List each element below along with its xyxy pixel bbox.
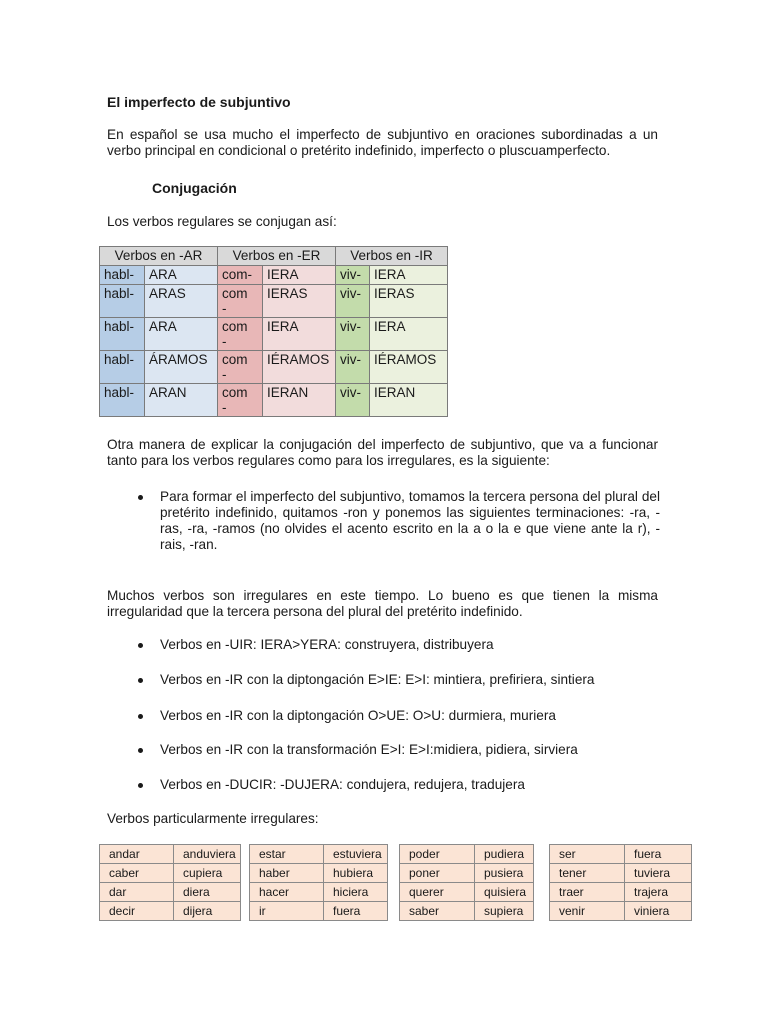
- ar-stem: habl-: [100, 384, 145, 417]
- table-row: [100, 318, 448, 351]
- ir-stem: viv-: [336, 266, 370, 285]
- irregular-table-3: [399, 844, 534, 921]
- infinitive-cell: poder: [400, 845, 475, 864]
- subjunctive-cell: estuviera: [324, 845, 388, 864]
- conjugation-table: [99, 246, 448, 417]
- infinitive-cell: traer: [550, 883, 625, 902]
- subjunctive-cell: supiera: [475, 902, 534, 921]
- subjunctive-cell: fuera: [625, 845, 692, 864]
- table-row: [400, 864, 534, 883]
- table-row: [100, 384, 448, 417]
- table-row: [400, 902, 534, 921]
- irregular-table-4: [549, 844, 692, 921]
- intro-paragraph: En español se usa mucho el imperfecto de subjuntivo en oraciones subordinadas a un verbo principal en condicional o pretérito indefinido, imperfecto o pluscuamperfecto.: [107, 127, 658, 158]
- table-row: [100, 266, 448, 285]
- formar-bullet-list: [160, 489, 660, 553]
- subjunctive-cell: anduviera: [174, 845, 241, 864]
- header-er: Verbos en -ER: [218, 247, 336, 266]
- table-row: [100, 351, 448, 384]
- page-title: El imperfecto de subjuntivo: [107, 94, 291, 110]
- infinitive-cell: venir: [550, 902, 625, 921]
- ir-ending: IERA: [370, 318, 448, 351]
- infinitive-cell: saber: [400, 902, 475, 921]
- subjunctive-cell: pudiera: [475, 845, 534, 864]
- ir-stem: viv-: [336, 285, 370, 318]
- ar-stem: habl-: [100, 285, 145, 318]
- subjunctive-cell: diera: [174, 883, 241, 902]
- table-row: [550, 845, 692, 864]
- subjunctive-cell: cupiera: [174, 864, 241, 883]
- infinitive-cell: haber: [250, 864, 324, 883]
- header-ar: Verbos en -AR: [100, 247, 218, 266]
- list-item: Verbos en -IR con la diptongación E>IE: E>I: mintiera, prefiriera, sintiera: [160, 672, 595, 687]
- table-row: [250, 902, 388, 921]
- ar-ending: ÁRAMOS: [145, 351, 218, 384]
- conjugation-header-row: [100, 247, 448, 266]
- er-ending: IERA: [263, 266, 336, 285]
- infinitive-cell: estar: [250, 845, 324, 864]
- er-stem: com -: [218, 351, 263, 384]
- infinitive-cell: decir: [100, 902, 174, 921]
- ir-ending: IÉRAMOS: [370, 351, 448, 384]
- list-item: Para formar el imperfecto del subjuntivo, tomamos la tercera persona del plural del pretérito indefinido, quitamos -ron y ponemos las siguientes terminaciones: -ra, -ras, -ra, -ramos (no olvides el acento escrito en la a o la e que viene ante la r), -rais, -ran.: [160, 489, 660, 552]
- er-stem: com -: [218, 318, 263, 351]
- infinitive-cell: hacer: [250, 883, 324, 902]
- table-row: [400, 883, 534, 902]
- ir-stem: viv-: [336, 318, 370, 351]
- header-ir: Verbos en -IR: [336, 247, 448, 266]
- list-item: Verbos en -DUCIR: -DUJERA: condujera, redujera, tradujera: [160, 777, 525, 792]
- conjugacion-heading: Conjugación: [152, 180, 237, 196]
- table-row: [550, 902, 692, 921]
- er-stem: com-: [218, 266, 263, 285]
- ar-ending: ARAS: [145, 285, 218, 318]
- subjunctive-cell: tuviera: [625, 864, 692, 883]
- subjunctive-cell: trajera: [625, 883, 692, 902]
- otra-manera-paragraph: Otra manera de explicar la conjugación del imperfecto de subjuntivo, que va a funcionar tanto para los verbos regulares como para los irregulares, es la siguiente:: [107, 437, 658, 468]
- subjunctive-cell: quisiera: [475, 883, 534, 902]
- list-item: Verbos en -IR con la transformación E>I: E>I:midiera, pidiera, sirviera: [160, 742, 578, 757]
- table-row: [100, 845, 241, 864]
- infinitive-cell: ser: [550, 845, 625, 864]
- infinitive-cell: caber: [100, 864, 174, 883]
- subjunctive-cell: dijera: [174, 902, 241, 921]
- table-row: [100, 883, 241, 902]
- er-stem: com -: [218, 285, 263, 318]
- er-ending: IÉRAMOS: [263, 351, 336, 384]
- infinitive-cell: poner: [400, 864, 475, 883]
- table-row: [550, 883, 692, 902]
- subjunctive-cell: viniera: [625, 902, 692, 921]
- table-row: [550, 864, 692, 883]
- subjunctive-cell: hiciera: [324, 883, 388, 902]
- er-stem: com -: [218, 384, 263, 417]
- ir-ending: IERAS: [370, 285, 448, 318]
- er-ending: IERAN: [263, 384, 336, 417]
- ar-stem: habl-: [100, 318, 145, 351]
- ar-ending: ARA: [145, 318, 218, 351]
- table-row: [250, 845, 388, 864]
- table-row: [100, 864, 241, 883]
- infinitive-cell: tener: [550, 864, 625, 883]
- infinitive-cell: querer: [400, 883, 475, 902]
- subjunctive-cell: pusiera: [475, 864, 534, 883]
- ir-ending: IERA: [370, 266, 448, 285]
- irregular-table-2: [249, 844, 388, 921]
- er-ending: IERA: [263, 318, 336, 351]
- list-item: Verbos en -UIR: IERA>YERA: construyera, distribuyera: [160, 637, 494, 652]
- ar-stem: habl-: [100, 266, 145, 285]
- ar-ending: ARAN: [145, 384, 218, 417]
- infinitive-cell: andar: [100, 845, 174, 864]
- ar-ending: ARA: [145, 266, 218, 285]
- subjunctive-cell: hubiera: [324, 864, 388, 883]
- ar-stem: habl-: [100, 351, 145, 384]
- regulares-intro: Los verbos regulares se conjugan así:: [107, 214, 337, 229]
- irregular-table-1: [99, 844, 241, 921]
- list-item: Verbos en -IR con la diptongación O>UE: O>U: durmiera, muriera: [160, 708, 556, 723]
- table-row: [250, 883, 388, 902]
- infinitive-cell: ir: [250, 902, 324, 921]
- ir-stem: viv-: [336, 384, 370, 417]
- infinitive-cell: dar: [100, 883, 174, 902]
- er-ending: IERAS: [263, 285, 336, 318]
- table-row: [100, 285, 448, 318]
- table-row: [250, 864, 388, 883]
- muchos-verbos-paragraph: Muchos verbos son irregulares en este tiempo. Lo bueno es que tienen la misma irregularidad que la tercera persona del plural del pretérito indefinido.: [107, 588, 658, 619]
- subjunctive-cell: fuera: [324, 902, 388, 921]
- particular-heading: Verbos particularmente irregulares:: [107, 811, 319, 826]
- ir-stem: viv-: [336, 351, 370, 384]
- table-row: [400, 845, 534, 864]
- ir-ending: IERAN: [370, 384, 448, 417]
- table-row: [100, 902, 241, 921]
